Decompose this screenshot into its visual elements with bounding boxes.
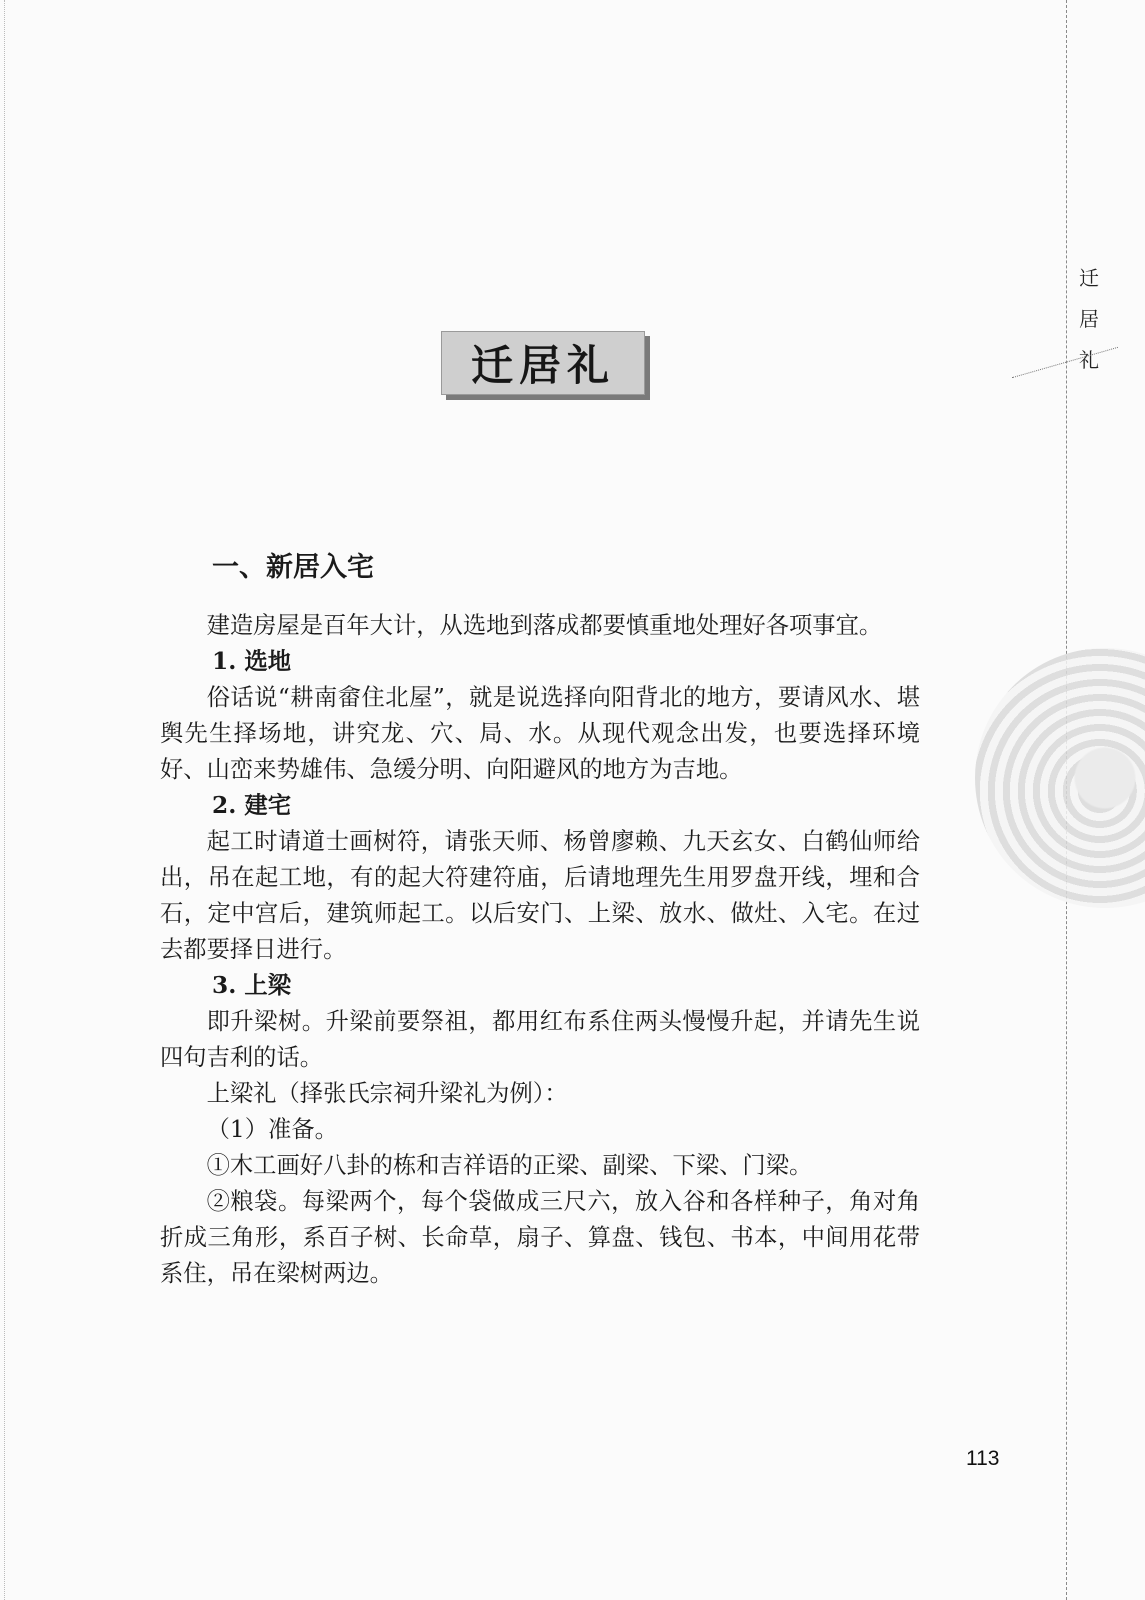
list-item: ①木工画好八卦的栋和吉祥语的正梁、副梁、下梁、门梁。 <box>206 1152 813 1179</box>
page-number: 113 <box>966 1447 1000 1470</box>
side-tab-char: 礼 <box>1079 348 1099 372</box>
paragraph: 俗话说“耕南畲住北屋”，就是说选择向阳背北的地方，要请风水、堪舆先生择场地，讲究龙、穴、局、水。从现代观念出发，也要选择环境好、山峦来势雄伟、急缓分明、向阳避风的地方为吉地。 <box>160 684 920 783</box>
subheading: 3. 上梁 <box>212 972 292 999</box>
chapter-title-box <box>441 331 645 395</box>
side-tab <box>1069 262 1109 373</box>
side-tab-char: 居 <box>1079 307 1099 331</box>
paragraph: 起工时请道士画树符，请张天师、杨曾廖赖、九天玄女、白鹤仙师给出，吊在起工地，有的起大符建符庙，后请地理先生用罗盘开线，埋和合石，定中宫后，建筑师起工。以后安门、上梁、放水、做灶、入宅。在过去都要择日进行。 <box>160 828 920 963</box>
paragraph: 上梁礼（择张氏宗祠升梁礼为例）： <box>206 1080 568 1107</box>
list-item: （1）准备。 <box>206 1116 338 1143</box>
subheading: 2. 建宅 <box>212 792 292 819</box>
paragraph: 建造房屋是百年大计，从选地到落成都要慎重地处理好各项事宜。 <box>206 612 883 639</box>
main-text <box>160 548 920 1292</box>
section-heading: 一、新居入宅 <box>212 552 374 583</box>
page-edge <box>4 0 5 1600</box>
list-item: ②粮袋。每梁两个，每个袋做成三尺六，放入谷和各样种子，角对角折成三角形，系百子树、长命草，扇子、算盘、钱包、书本，中间用花带系住，吊在梁树两边。 <box>160 1188 920 1287</box>
decorative-ornament <box>975 648 1145 908</box>
chapter-title: 迁居礼 <box>470 341 615 390</box>
side-tab-char: 迁 <box>1079 266 1099 290</box>
subheading: 1. 选地 <box>212 648 292 675</box>
paragraph: 即升梁树。升梁前要祭祖，都用红布系住两头慢慢升起，并请先生说四句吉利的话。 <box>160 1008 920 1071</box>
